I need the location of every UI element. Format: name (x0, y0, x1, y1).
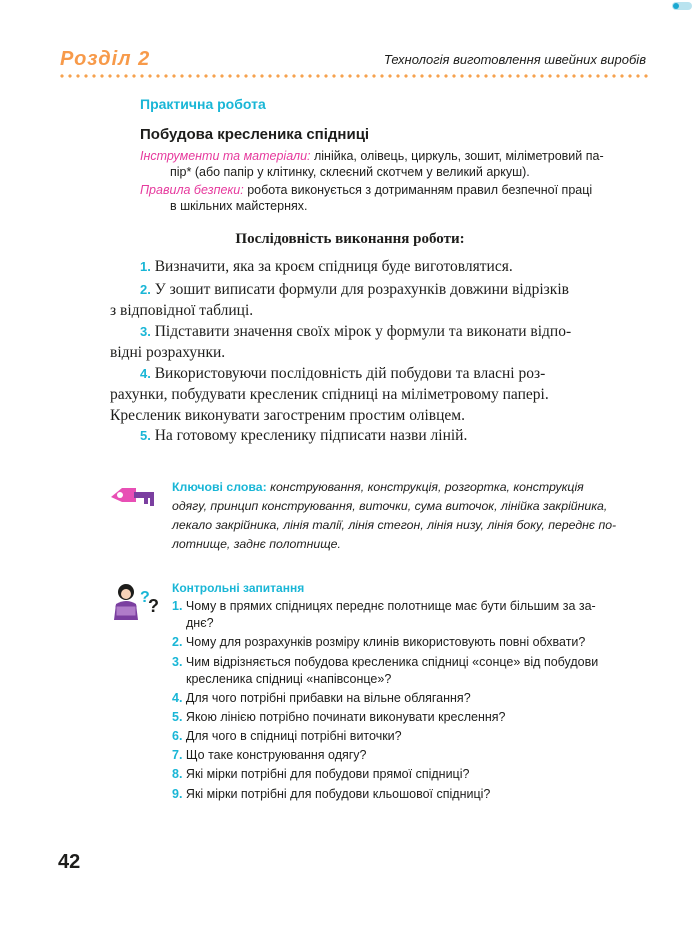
safety-line-1: робота виконується з дотриманням правил безпечної праці (247, 183, 593, 197)
step-1 (110, 256, 648, 277)
step-text: Використовуючи послідовність дій побудови та власні роз- (154, 365, 546, 382)
step-text: У зошит виписати формули для розрахунків довжини відрізків (154, 281, 569, 298)
question-text: кресленика спідниці «напівсонце»? (186, 672, 392, 686)
question-number: 7. (172, 748, 183, 762)
question-text: Чому для розрахунків розміру клинів використовують повні обхвати? (185, 635, 586, 649)
keywords-line-3: лекало закрійника, лінія талії, лінія стегон, лінія низу, лінія боку, переднє по- (172, 518, 617, 532)
question-4 (172, 690, 648, 707)
question-number: 8. (172, 767, 183, 781)
step-text: відні розрахунки. (110, 344, 226, 361)
step-text: з відповідної таблиці. (110, 302, 254, 319)
keywords-paragraph (172, 478, 648, 554)
step-text: На готовому кресленику підписати назви ліній. (154, 427, 468, 444)
step-number: 1. (140, 259, 151, 274)
question-3 (172, 654, 648, 688)
girl-with-book-icon (106, 582, 162, 622)
question-1 (172, 598, 648, 632)
question-text: Які мірки потрібні для побудови кльошової спідниці? (185, 787, 491, 801)
step-2 (110, 279, 648, 321)
step-3 (110, 321, 648, 363)
dotted-divider (58, 74, 648, 78)
step-text: рахунки, побудувати кресленик спідниці на міліметровому папері. (110, 386, 549, 403)
question-number: 6. (172, 729, 183, 743)
question-6 (172, 728, 648, 745)
keywords-line-4: лотнище, заднє полотнище. (172, 537, 341, 551)
key-icon (108, 480, 158, 510)
question-text: Чим відрізняється побудова кресленика спідниці «сонце» від побудови (185, 655, 599, 669)
step-text: Підставити значення своїх мірок у формули та виконати відпо- (154, 323, 572, 340)
step-number: 2. (140, 282, 151, 297)
question-8 (172, 766, 648, 783)
svg-text:?: ? (148, 596, 159, 616)
sequence-title: Послідовність виконання роботи: (235, 231, 465, 247)
practical-work-label: Практична робота (140, 96, 266, 112)
question-2 (172, 634, 648, 651)
safety-paragraph (140, 182, 650, 214)
keywords-line-1: конструювання, конструкція, розгортка, конструкція (270, 480, 584, 494)
svg-text:?: ? (140, 589, 150, 606)
question-5 (172, 709, 648, 726)
question-text: Що таке конструювання одягу? (185, 748, 367, 762)
practical-work-title: Побудова кресленика спідниці (140, 126, 370, 143)
page-number: 42 (58, 851, 81, 873)
question-number: 4. (172, 691, 183, 705)
step-number: 3. (140, 324, 151, 339)
step-number: 4. (140, 366, 151, 381)
question-text: Чому в прямих спідницях переднє полотнище має бути більшим за за- (185, 599, 596, 613)
step-text: Визначити, яка за кроєм спідниця буде виготовлятися. (154, 258, 513, 275)
question-text: днє? (186, 616, 214, 630)
question-text: Якою лінією потрібно починати виконувати креслення? (185, 710, 506, 724)
chapter-title: Технологія виготовлення швейних виробів (383, 52, 646, 67)
question-number: 5. (172, 710, 183, 724)
tools-label: Інструменти та матеріали: (140, 149, 311, 163)
tools-paragraph (140, 148, 650, 180)
section-label: Розділ 2 (60, 48, 151, 70)
question-number: 1. (172, 599, 183, 613)
question-text: Для чого в спідниці потрібні виточки? (185, 729, 402, 743)
step-text: Кресленик виконувати загостреним простим олівцем. (110, 407, 465, 424)
tools-line-1: лінійка, олівець, циркуль, зошит, міліметровий па- (313, 149, 604, 163)
keywords-line-2: одягу, принцип конструювання, виточки, сума виточок, лінійка закрійника, (172, 499, 608, 513)
keywords-label: Ключові слова: (172, 480, 267, 494)
safety-label: Правила безпеки: (140, 183, 244, 197)
question-9 (172, 786, 648, 803)
question-number: 3. (172, 655, 183, 669)
step-4 (110, 363, 648, 426)
safety-line-2: в шкільних майстернях. (170, 199, 308, 213)
corner-logo-mark (672, 2, 692, 10)
tools-line-2: пір* (або папір у клітинку, склеєний скотчем у великий аркуш). (170, 165, 530, 179)
question-number: 2. (172, 635, 183, 649)
questions-title: Контрольні запитання (172, 581, 305, 595)
question-text: Які мірки потрібні для побудови прямої спідниці? (185, 767, 470, 781)
question-number: 9. (172, 787, 183, 801)
question-7 (172, 747, 648, 764)
step-number: 5. (140, 428, 151, 443)
question-text: Для чого потрібні прибавки на вільне облягання? (185, 691, 471, 705)
step-5 (110, 425, 648, 446)
